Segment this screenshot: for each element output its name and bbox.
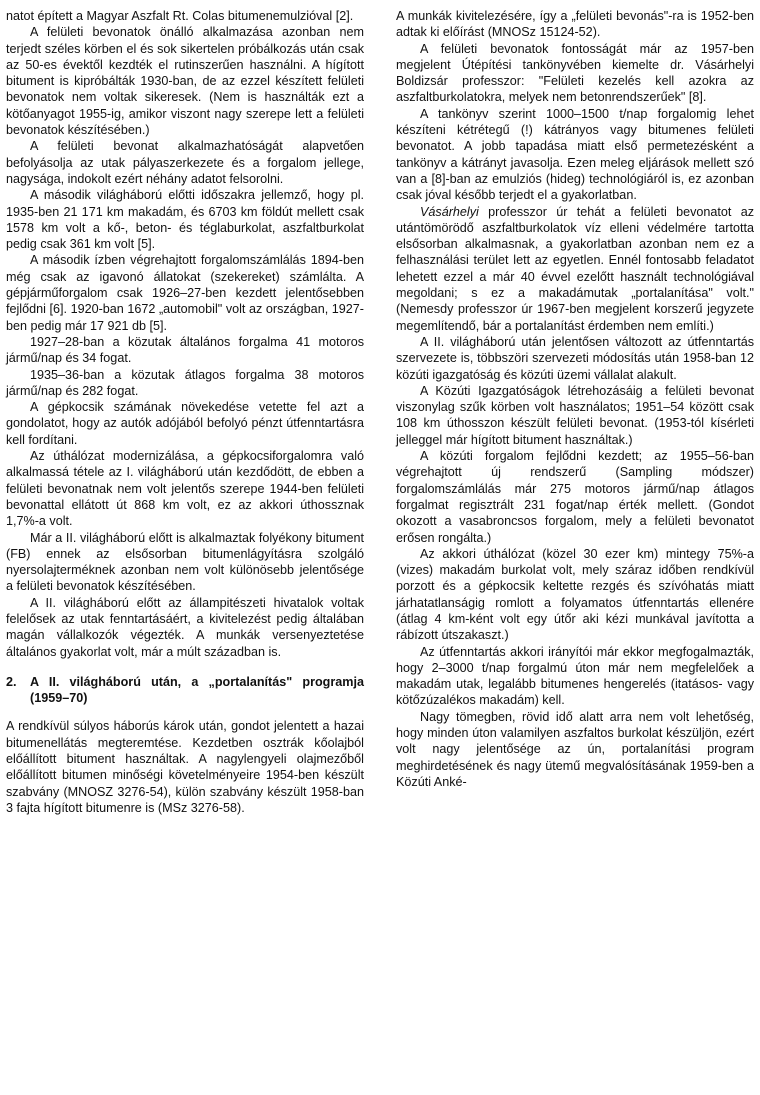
paragraph-text: A gépkocsik számának növekedése vetette fel azt a gondolatot, hogy az autók adójából befolyó pénzt útfenntartásra kell fordítani. bbox=[6, 400, 364, 447]
paragraph-text: Az úthálózat modernizálása, a gépkocsiforgalomra való alkalmassá tétele az I. világháború után kezdődött, de ebben a felületi bevonatnak nem volt jelentős szerepe 1944-ben felületi bevonattal ellátott út 868 km volt, ez az akkori úthossznak 1,7%-a volt. bbox=[6, 449, 364, 529]
section-heading bbox=[6, 674, 364, 707]
paragraph-text: 1927–28-ban a közutak általános forgalma 41 motoros jármű/nap és 34 fogat. bbox=[6, 334, 364, 366]
paragraph bbox=[6, 8, 364, 24]
paragraph-text: A második ízben végrehajtott forgalomszámlálás 1894-ben még csak az igavonó állatokat (szekereket) számlálta. A gépjárműforgalom csak 1926–27-ben kezdett jelentősebben fejlődni [6]. 1920-ban 1672 „automobil" volt az országban, 1927-ben pedig már 17 921 db [5]. bbox=[6, 253, 364, 333]
paragraph-text: natot épített a Magyar Aszfalt Rt. Colas bitumenemulzióval [2]. bbox=[6, 9, 354, 23]
paragraph bbox=[6, 138, 364, 187]
paragraph-text: Az útfenntartás akkori irányítói már ekkor megfogalmazták, hogy 2–3000 t/nap forgalmú úton már nem megfelelőek a makadám utak, legalább bitumenes hengerelés (itatásos- vagy kötőzúzalékos makadám) kell. bbox=[396, 644, 754, 708]
paragraph-text: Nagy tömegben, rövid idő alatt arra nem volt lehetőség, hogy minden úton valamilyen aszfaltos burkolat készüljön, ezért volt nagy jelentősége az ún, portalanítási program meghirdetésének és nagy ütemű megvalósításának 1959-ben a Közúti Anké- bbox=[396, 709, 754, 789]
paragraph-text: Már a II. világháború előtt is alkalmaztak folyékony bitument (FB) ennek az elsősorban bitumenlágyításra szolgáló nyersolajterméknek azonban nem volt különösebb jelentősége a felületi bevonatok készítésében. bbox=[6, 530, 364, 594]
paragraph bbox=[6, 718, 364, 816]
paragraph-text: 1935–36-ban a közutak átlagos forgalma 38 motoros jármű/nap és 282 fogat. bbox=[6, 367, 364, 398]
paragraph bbox=[6, 334, 364, 367]
paragraph bbox=[396, 106, 754, 204]
paragraph bbox=[6, 399, 364, 448]
paragraph bbox=[6, 367, 364, 400]
paragraph bbox=[396, 709, 754, 790]
paragraph-text: A felületi bevonat alkalmazhatóságát alapvetően befolyásolja az utak pályaszerkezete és a forgalom jellege, nagysága, indokolt ezért néhány adatot felsorolni. bbox=[6, 139, 364, 186]
left-paragraphs-before-heading bbox=[6, 8, 364, 660]
left-column bbox=[6, 8, 364, 816]
paragraph bbox=[396, 8, 754, 41]
paragraph bbox=[6, 252, 364, 333]
paragraph bbox=[6, 24, 364, 138]
paragraph bbox=[6, 595, 364, 660]
paragraph-text: A Közúti Igazgatóságok létrehozásáig a felületi bevonat viszonylag szűk körben volt használatos; 1951–54 között csak 108 km úthosszon készült felületi bevonat. (1953-tól kísérleti jelleggel már hígított bitument használtak.) bbox=[396, 383, 754, 447]
paragraph bbox=[396, 546, 754, 644]
paragraph-text: A felületi bevonatok önálló alkalmazása azonban nem terjedt széles körben el és sok sikertelen próbálkozás után csak az 50-es évektől kezdték el rutinszerűen használni. A hígított bitument is kipróbálták 1930-ban, de az ezzel készített felületi bevonatok nem voltak sikeresek. (Nem is használták ezt a kötőanyagot 1955-ig, amikor viszont nagy szerepe lett a felületi bevonatok készítésében.) bbox=[6, 25, 364, 138]
paragraph-text: A II. világháború után jelentősen változott az útfenntartás szervezete is, többszöri szervezeti módosítás után 1958-ban 12 közúti igazgatóság és közúti üzemi vállalat alakult. bbox=[396, 334, 754, 382]
paragraph bbox=[396, 448, 754, 546]
paragraph-text: professzor úr tehát a felületi bevonatot az utántömörödő aszfaltburkolatok víz elleni védelmére tartotta elsősorban alkalmasnak, a gyakorlatban azonban nem ez a felhasználási terület lett az egyetlen. Ennél fontosabb feladatot lehetett ezzel a már 40 évvel ezelőtt használt technológiával megoldani; s ez a makadámutak „portalanítása" volt." (Nemesdy professzor úr 1967-ben megjelent korszerű jegyzete megemlítendő, bár a portalanítást érdemben nem említi.) bbox=[396, 204, 754, 333]
section-title: A II. világháború után, a „portalanítás" programja (1959–70) bbox=[30, 674, 364, 706]
paragraph bbox=[396, 204, 754, 334]
paragraph-text: A munkák kivitelezésére, így a „felületi bevonás"-ra is 1952-ben adtak ki előírást (MNOSz 15124-52). bbox=[396, 9, 754, 40]
italic-name: Vásárhelyi bbox=[420, 204, 479, 219]
paragraph-text: A tankönyv szerint 1000–1500 t/nap forgalomig lehet készíteni kétrétegű (!) kátrányos vagy bitumenes felületi bevonatot. A jobb tapadása miatt első permetezésként a tankönyv a kátrányt javasolja. Ezen meleg eljárások mellett szó van a [8]-ban az emulziós (hideg) technológiáról is, ez azonban csak jóval később terjedt el a gyakorlatban. bbox=[396, 106, 754, 203]
right-column bbox=[396, 8, 754, 790]
paragraph bbox=[396, 41, 754, 106]
paragraph-text: Az akkori úthálózat (közel 30 ezer km) mintegy 75%-a (vizes) makadám burkolat volt, mely száraz időben rendkívül porzott és a gépkocsik keltette rezgés és szívóhatás miatt járhatatlanságig romlott a folyamatos útfenntartás ellenére (átlag 4 km-ként volt egy útőr aki kézi munkával javította a rábízott útszakaszt.) bbox=[396, 546, 754, 643]
paragraph bbox=[396, 383, 754, 448]
left-paragraphs-after-heading bbox=[6, 718, 364, 816]
paragraph-text: A közúti forgalom fejlődni kezdett; az 1955–56-ban végrehajtott új rendszerű (Sampling módszer) forgalomszámlálás már 275 motoros jármű/nap átlagos forgalmat regisztrált 231 fogat/nap érték mellett. (Gondot okozott a vasabroncsos forgalom, mely a felületi bevonatot erősen rongálta.) bbox=[396, 449, 754, 545]
paragraph bbox=[396, 334, 754, 383]
paragraph-text: A rendkívül súlyos háborús károk után, gondot jelentett a hazai bitumenellátás megteremtése. Kezdetben osztrák kőolajból előállított bitument használtak. A nagylengyeli olajmezőből előállított bitumen minőségi követelményeire 1954-ben készült szabvány (MNOSZ 3276-54), külön szabvány készült 1958-ban 3 fajta hígított bitumenre is (MSz 3276-58). bbox=[6, 719, 364, 815]
paragraph bbox=[6, 530, 364, 595]
paragraph bbox=[396, 644, 754, 709]
paragraph bbox=[6, 448, 364, 529]
right-paragraphs bbox=[396, 8, 754, 790]
paragraph-text: A II. világháború előtt az állampitészeti hivatalok voltak felelősek az utak fenntartásáért, a kivitelezést pedig általában magán vállalkozók végezték. A munkák versenyeztetése általános gyakorlat volt, már a múlt században is. bbox=[6, 595, 364, 659]
section-number: 2. bbox=[6, 674, 17, 689]
paragraph bbox=[6, 187, 364, 252]
paragraph-text: A felületi bevonatok fontosságát már az 1957-ben megjelent Útépítési tankönyvében kiemelte dr. Vásárhelyi Boldizsár professzor: "Felületi kezelés kell azokra az aszfaltburkolatokra, melyek nem betonrendszerűek" [8]. bbox=[396, 41, 754, 105]
paragraph-text: A második világháború előtti időszakra jellemző, hogy pl. 1935-ben 21 171 km makadám, és 6703 km földút mellett csak 1578 km volt a kő-, beton- és téglaburkolat, aszfaltburkolat pedig csak 361 km volt [5]. bbox=[6, 188, 364, 252]
